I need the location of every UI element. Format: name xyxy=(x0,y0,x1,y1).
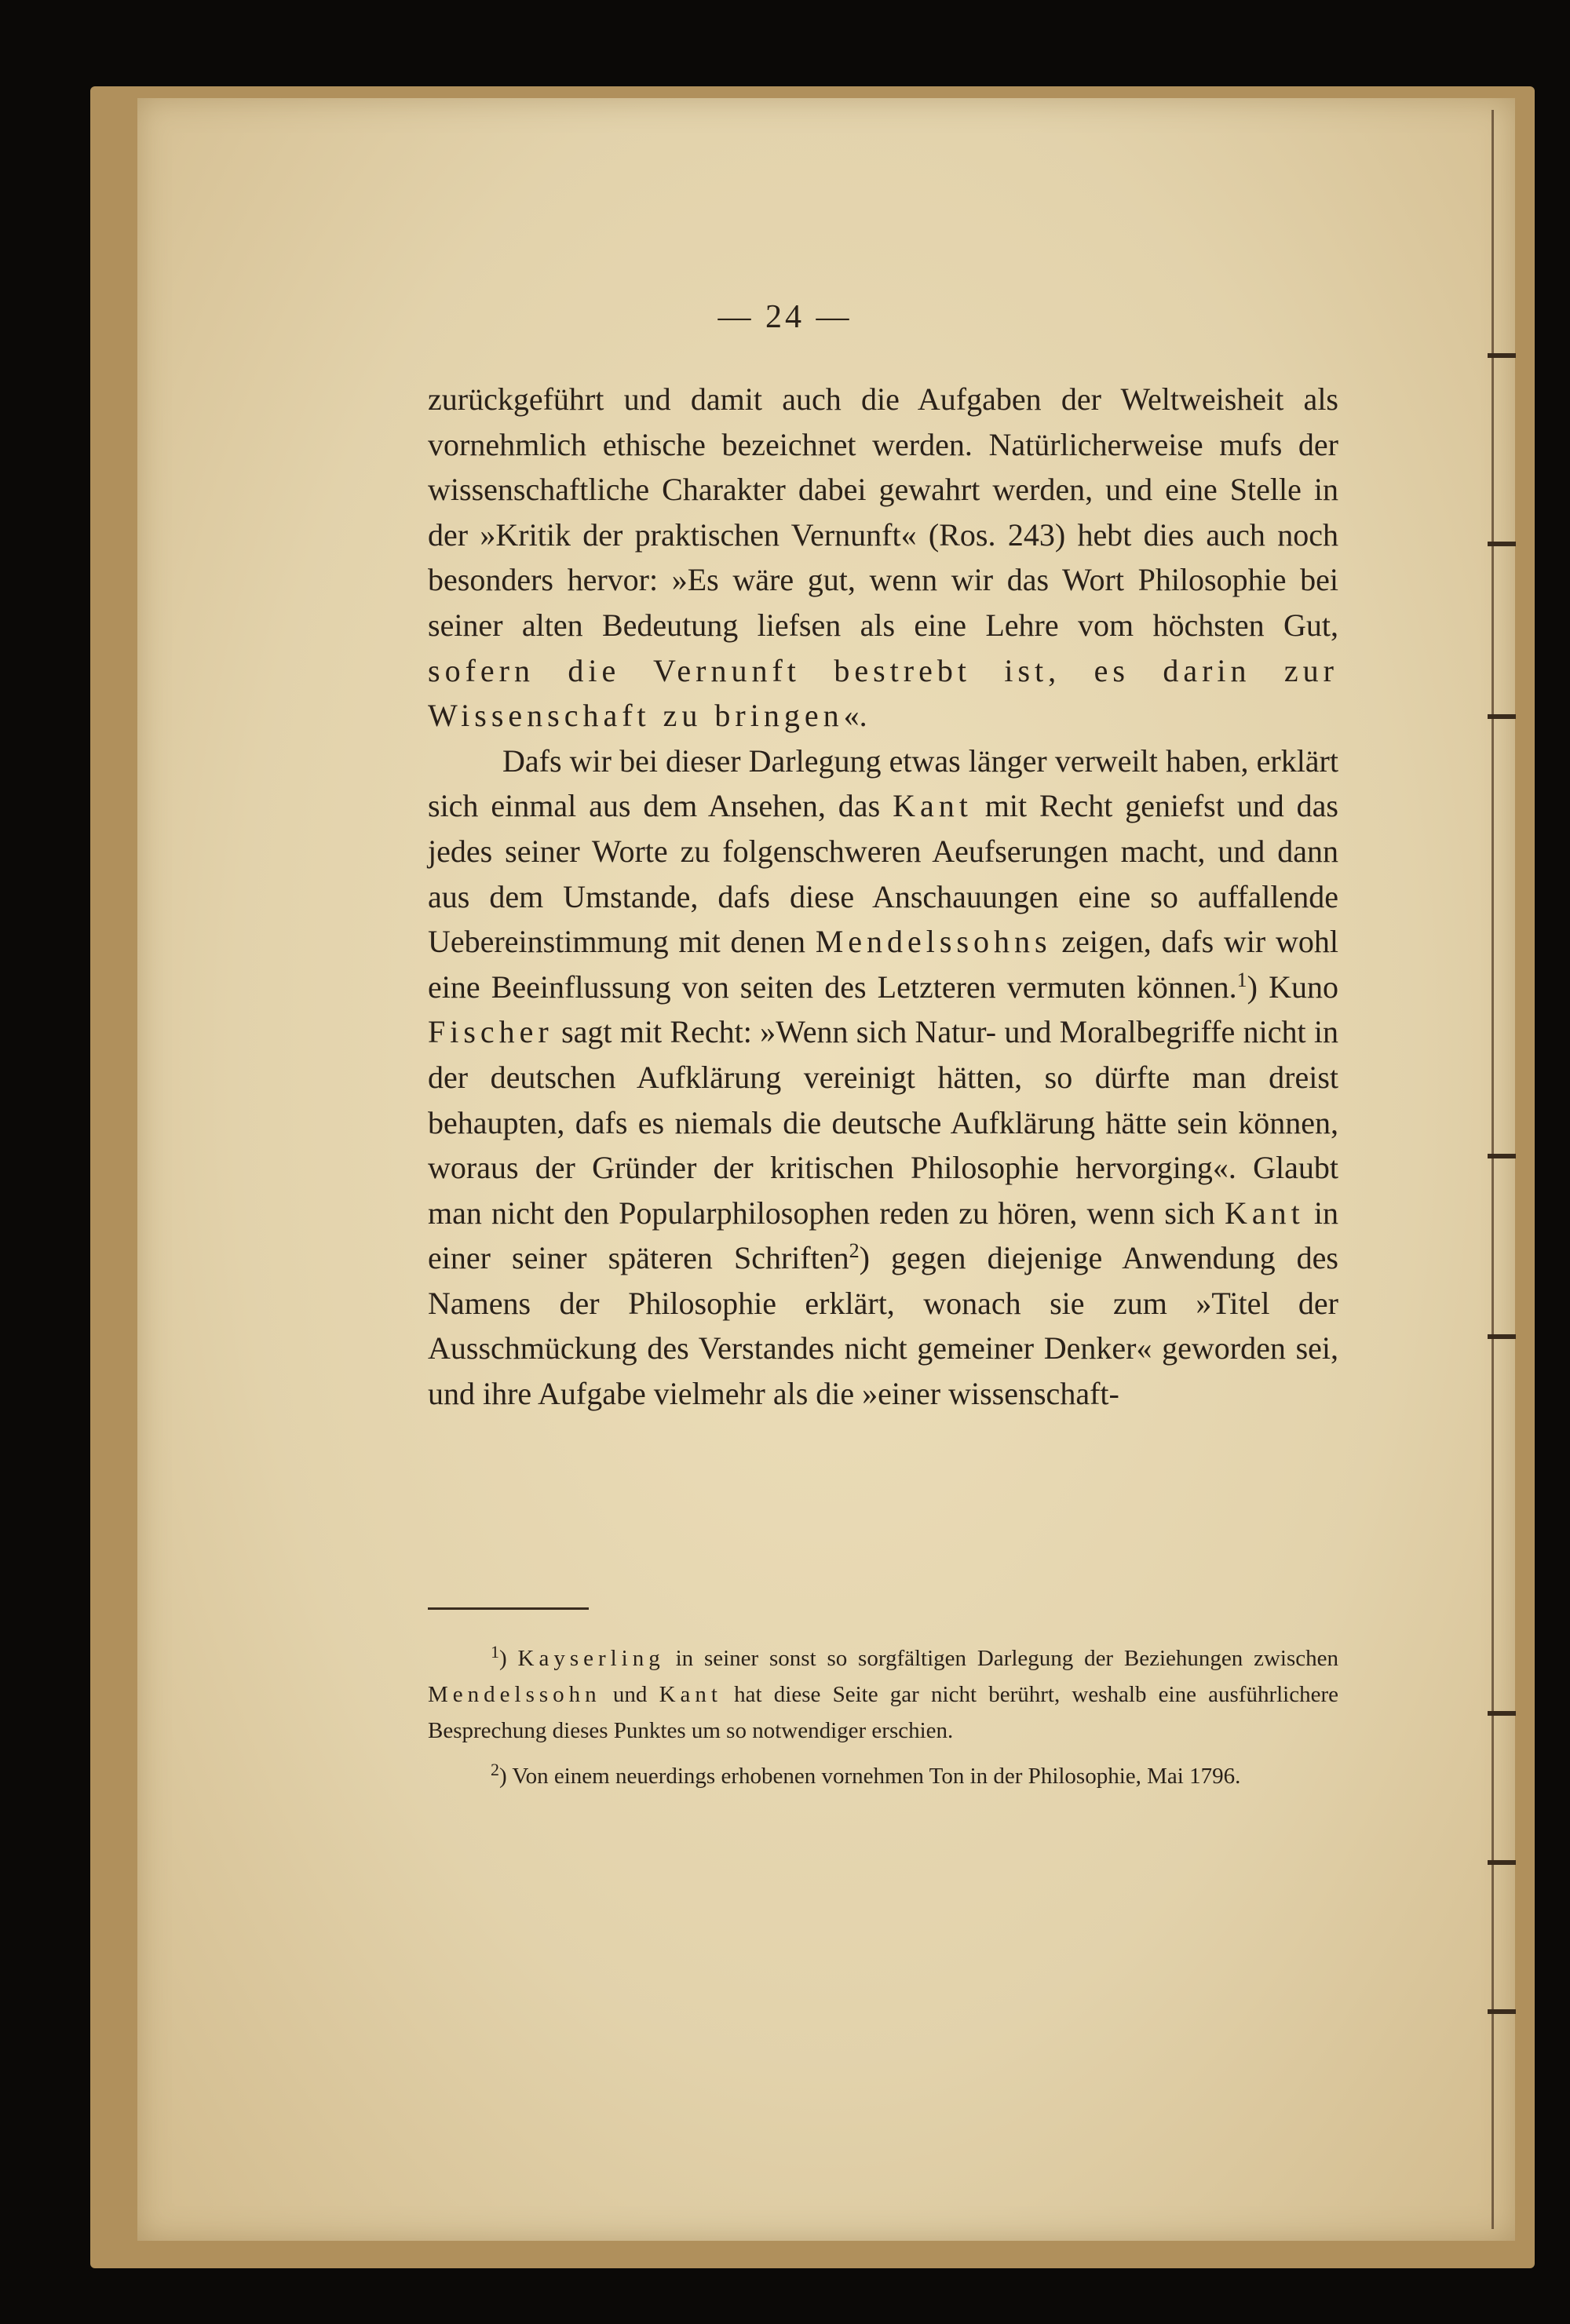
footnotes xyxy=(428,1640,1338,1804)
binding-stitch xyxy=(1488,1154,1516,1158)
binding-stitch xyxy=(1488,353,1516,358)
name-kayserling: Kayserling xyxy=(517,1646,665,1671)
binding-stitch xyxy=(1488,2009,1516,2014)
footnote-ref-2: 2 xyxy=(849,1239,860,1263)
binding-stitch xyxy=(1488,542,1516,546)
name-mendelssohns: Mendelssohns xyxy=(815,924,1052,960)
name-kant: Kant xyxy=(1224,1195,1305,1231)
page-number: — 24 — xyxy=(717,299,853,335)
binding-stitch xyxy=(1488,714,1516,719)
binding-stitch xyxy=(1488,1711,1516,1716)
footnote-ref-1: 1 xyxy=(1236,968,1247,991)
paragraph-1: zurückgeführt und damit auch die Aufgaben der Weltweisheit als vornehmlich ethische bezeichnet werden. Natürlicherweise mufs der wissenschaftliche Charakter dabei gewahrt werden, und eine Stelle in der »Kritik der praktischen Vernunft« (Ros. 243) hebt dies auch noch besonders hervor: »Es wäre gut, wenn wir das Wort Philosophie bei seiner alten Bedeutung liefsen als eine Lehre vom höchsten Gut, sofern die Vernunft bestrebt ist, es darin zur Wissenschaft zu bringen«. xyxy=(428,381,1338,734)
binding-stitch xyxy=(1488,1334,1516,1339)
footnote-divider xyxy=(428,1607,589,1610)
main-text xyxy=(428,377,1338,1417)
book-spine xyxy=(1492,110,1525,2229)
paragraph-2: Dafs wir bei dieser Darlegung etwas länger verweilt haben, erklärt sich einmal aus dem Ansehen, das Kant mit Recht geniefst und das jedes seiner Worte zu folgenschweren Aeufserungen macht, und dann aus dem Umstande, dafs diese Anschauungen eine so auffallende Uebereinstimmung mit denen Mendelssohns zeigen, dafs wir wohl eine Beeinflussung von seiten des Letzteren vermuten können.$^1$) Kuno Fischer sagt mit Recht: »Wenn sich Natur- und Moralbegriffe nicht in der deutschen Aufklärung vereinigt hätten, so dürfte man dreist behaupten, dafs es niemals die deutsche Aufklärung hätte sein können, woraus der Gründer der kritischen Philosophie hervorging«. Glaubt man nicht den Popularphilosophen reden zu hören, wenn sich Kant in einer seiner späteren Schriften$^2$) gegen diejenige Anwendung des Namens der Philosophie erklärt, wonach sie zum »Titel der Ausschmückung des Verstandes nicht gemeiner Denker« geworden sei, und ihre Aufgabe vielmehr als die »einer wissenschaft- xyxy=(428,742,1339,1412)
name-kant: Kant xyxy=(893,788,973,824)
spaced-quote: sofern die Vernunft bestrebt ist, es darin zur Wissenschaft zu bringen xyxy=(428,652,1338,734)
footnote-2: $^2$) Von einem neuerdings erhobenen vornehmen Ton in der Philosophie, Mai 1796. xyxy=(491,1760,1241,1789)
binding-stitch xyxy=(1488,1860,1516,1865)
name-fischer: Fischer xyxy=(428,1014,553,1050)
name-mendelssohn: Mendelssohn xyxy=(428,1682,601,1707)
name-kant: Kant xyxy=(659,1682,722,1707)
footnote-1: $^1$) Kayserling in seiner sonst so sorgfältigen Darlegung der Beziehungen zwischen Mendelssohn und Kant hat diese Seite gar nicht berührt, weshalb eine ausführlichere Besprechung dieses Punktes um so notwendiger erschien. xyxy=(428,1642,1339,1743)
